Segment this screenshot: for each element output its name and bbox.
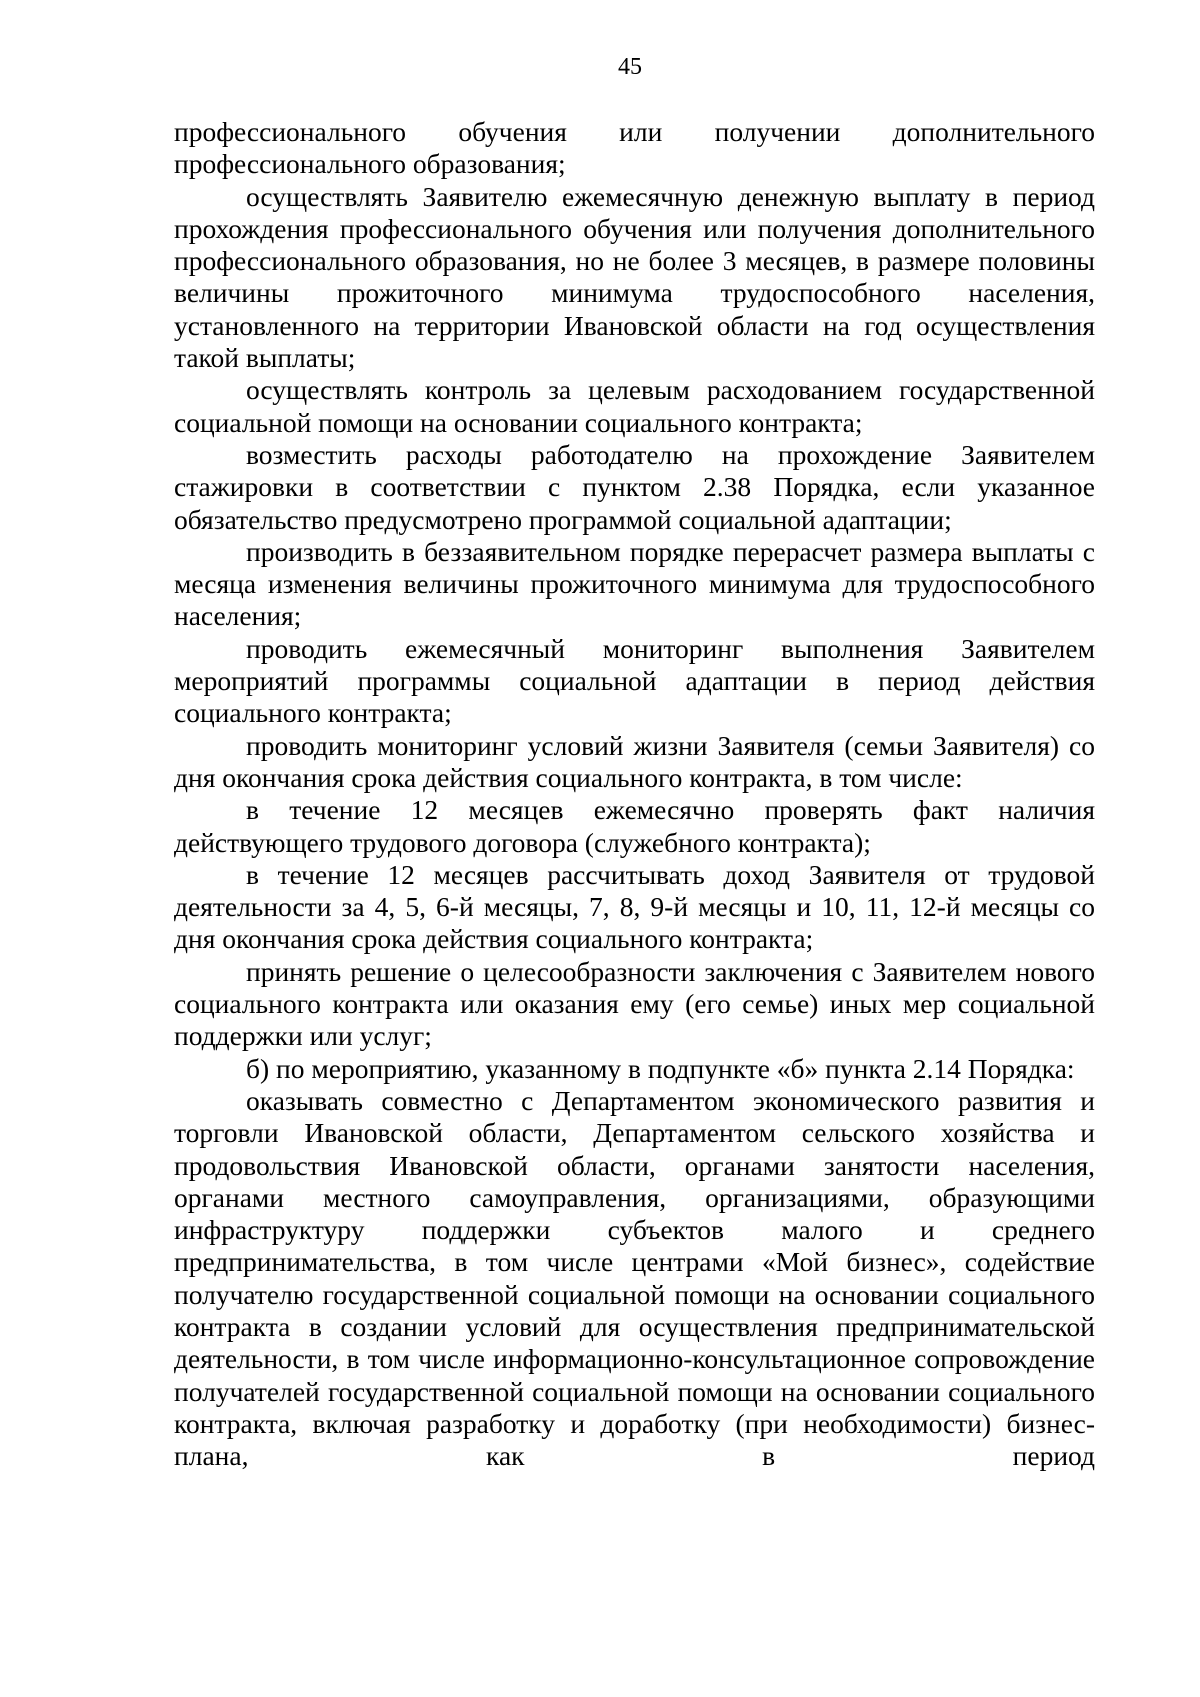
paragraph-income-calculation: в течение 12 месяцев рассчитывать доход Заявителя от трудовой деятельности за 4, 5, 6-й месяцы, 7, 8, 9-й месяцы и 10, 11, 12-й месяцы со дня окончания срока действия социального контракта;: [174, 858, 1095, 955]
paragraph-control: осуществлять контроль за целевым расходованием государственной социальной помощи на основании социального контракта;: [174, 374, 1095, 438]
paragraph-business-support: оказывать совместно с Департаментом экономического развития и торговли Ивановской области, Департаментом сельского хозяйства и продовольствия Ивановской области, органами занятости населения, органами местного самоуправления, организациями, образующими инфраструктуру поддержки субъектов малого и среднего предпринимательства, в том числе центрами «Мой бизнес», содействие получателю государственной социальной помощи на основании социального контракта в создании условий для осуществления предпринимательской деятельности, в том числе информационно-консультационное сопровождение получателей государственной социальной помощи на основании социального контракта, включая разработку и доработку (при необходимости) бизнес-плана, как в период: [174, 1084, 1095, 1472]
page-number: 45: [618, 54, 642, 80]
paragraph-monthly-monitoring: проводить ежемесячный мониторинг выполнения Заявителем мероприятий программы социальной адаптации в период действия социального контракта;: [174, 632, 1095, 729]
document-body: [174, 116, 1095, 1472]
paragraph-reimburse-employer: возместить расходы работодателю на прохождение Заявителем стажировки в соответствии с пунктом 2.38 Порядка, если указанное обязательство предусмотрено программой социальной адаптации;: [174, 438, 1095, 535]
paragraph-decision: принять решение о целесообразности заключения с Заявителем нового социального контракта или оказания ему (его семье) иных мер социальной поддержки или услуг;: [174, 955, 1095, 1052]
paragraph-continuation: профессионального обучения или получении дополнительного профессионального образования;: [174, 116, 1095, 180]
paragraph-living-conditions-monitoring: проводить мониторинг условий жизни Заявителя (семьи Заявителя) со дня окончания срока действия социального контракта, в том числе:: [174, 729, 1095, 793]
paragraph-recalculation: производить в беззаявительном порядке перерасчет размера выплаты с месяца изменения величины прожиточного минимума для трудоспособного населения;: [174, 535, 1095, 632]
paragraph-monthly-payment: осуществлять Заявителю ежемесячную денежную выплату в период прохождения профессионального обучения или получения дополнительного профессионального образования, но не более 3 месяцев, в размере половины величины прожиточного минимума трудоспособного населения, установленного на территории Ивановской области на год осуществления такой выплаты;: [174, 180, 1095, 374]
paragraph-subitem-b: б) по мероприятию, указанному в подпункте «б» пункта 2.14 Порядка:: [246, 1052, 1075, 1084]
paragraph-check-employment: в течение 12 месяцев ежемесячно проверять факт наличия действующего трудового договора (служебного контракта);: [174, 794, 1095, 858]
